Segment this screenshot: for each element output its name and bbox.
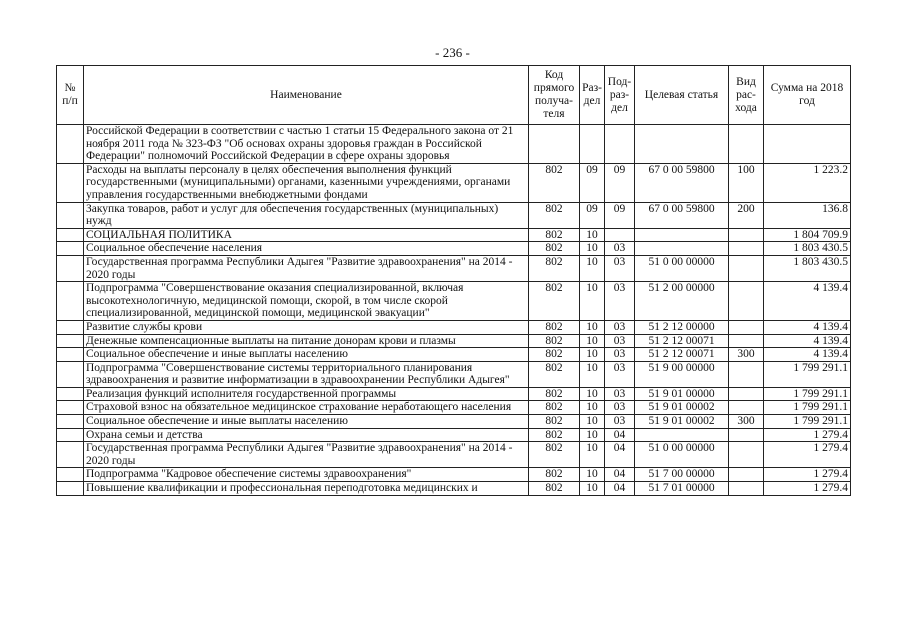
cell-sum: 4 139.4 [764,334,851,348]
cell-expense [729,482,764,496]
cell-section: 10 [580,320,605,334]
cell-name: Подпрограмма "Кадровое обеспечение системы здравоохранения" [84,468,529,482]
cell-subsection [605,125,635,164]
cell-expense [729,334,764,348]
cell-article: 51 2 12 00071 [635,334,729,348]
cell-subsection: 03 [605,242,635,256]
cell-subsection: 09 [605,202,635,228]
cell-section: 10 [580,242,605,256]
table-row [57,255,851,281]
cell-article: 51 9 01 00000 [635,387,729,401]
cell-num [57,228,84,242]
cell-code: 802 [529,387,580,401]
cell-article: 67 0 00 59800 [635,163,729,202]
cell-article: 51 2 00 00000 [635,282,729,321]
header-name: Наименование [84,66,529,125]
cell-sum: 1 279.4 [764,428,851,442]
cell-article: 51 2 12 00071 [635,348,729,362]
table-row [57,401,851,415]
cell-article: 51 9 01 00002 [635,401,729,415]
cell-expense [729,242,764,256]
cell-subsection [605,228,635,242]
cell-section: 10 [580,282,605,321]
cell-num [57,442,84,468]
cell-expense: 100 [729,163,764,202]
cell-name: Страховой взнос на обязательное медицинское страхование неработающего населения [84,401,529,415]
cell-subsection: 04 [605,442,635,468]
cell-subsection: 03 [605,348,635,362]
cell-code: 802 [529,361,580,387]
cell-article: 51 2 12 00000 [635,320,729,334]
cell-sum: 4 139.4 [764,348,851,362]
cell-article: 51 7 00 00000 [635,468,729,482]
budget-table [56,65,851,496]
cell-article: 51 9 00 00000 [635,361,729,387]
table-row [57,348,851,362]
cell-sum: 4 139.4 [764,320,851,334]
cell-section: 10 [580,468,605,482]
cell-num [57,163,84,202]
cell-article: 51 0 00 00000 [635,442,729,468]
header-subsection: Под-раз-дел [605,66,635,125]
cell-name: Российской Федерации в соответствии с частью 1 статьи 15 Федерального закона от 21 ноября 2011 года № 323-ФЗ "Об основах охраны здоровья граждан в Российской Федерации" полномочий Российской Федерации в сфере охраны здоровья [84,125,529,164]
table-body [57,125,851,496]
cell-section: 10 [580,442,605,468]
table-row [57,202,851,228]
cell-subsection: 03 [605,415,635,429]
cell-num [57,415,84,429]
table-row [57,428,851,442]
table-header-row [57,66,851,125]
cell-sum: 1 279.4 [764,468,851,482]
cell-code: 802 [529,415,580,429]
cell-name: Подпрограмма "Совершенствование оказания специализированной, включая высокотехнологичную, медицинской помощи, скорой, в том числе скорой специализированной, медицинской помощи, медицинской эвакуации" [84,282,529,321]
cell-expense [729,468,764,482]
cell-name: Государственная программа Республики Адыгея "Развитие здравоохранения" на 2014 - 2020 годы [84,442,529,468]
cell-section: 10 [580,428,605,442]
cell-name: Охрана семьи и детства [84,428,529,442]
cell-article: 51 0 00 00000 [635,255,729,281]
cell-article [635,428,729,442]
cell-name: Социальное обеспечение населения [84,242,529,256]
cell-expense [729,320,764,334]
cell-num [57,361,84,387]
table-row [57,415,851,429]
cell-code: 802 [529,401,580,415]
cell-sum: 136.8 [764,202,851,228]
table-row [57,282,851,321]
cell-num [57,320,84,334]
cell-code: 802 [529,428,580,442]
cell-subsection: 03 [605,401,635,415]
cell-num [57,255,84,281]
cell-section: 10 [580,387,605,401]
cell-subsection: 03 [605,334,635,348]
table-row [57,387,851,401]
cell-subsection: 04 [605,482,635,496]
cell-name: Реализация функций исполнителя государственной программы [84,387,529,401]
cell-expense [729,282,764,321]
cell-name: СОЦИАЛЬНАЯ ПОЛИТИКА [84,228,529,242]
cell-subsection: 03 [605,387,635,401]
cell-article [635,228,729,242]
cell-sum: 4 139.4 [764,282,851,321]
cell-code [529,125,580,164]
cell-code: 802 [529,320,580,334]
cell-sum: 1 799 291.1 [764,415,851,429]
cell-section: 10 [580,348,605,362]
cell-code: 802 [529,442,580,468]
header-code: Код прямого получа-теля [529,66,580,125]
cell-num [57,428,84,442]
cell-num [57,482,84,496]
cell-num [57,202,84,228]
cell-expense [729,387,764,401]
cell-expense [729,228,764,242]
cell-section: 10 [580,334,605,348]
cell-sum: 1 799 291.1 [764,387,851,401]
cell-article [635,242,729,256]
cell-subsection: 03 [605,282,635,321]
cell-num [57,242,84,256]
table-row [57,361,851,387]
cell-code: 802 [529,255,580,281]
table-row [57,482,851,496]
cell-code: 802 [529,202,580,228]
cell-subsection: 03 [605,255,635,281]
cell-sum: 1 804 709.9 [764,228,851,242]
cell-article: 67 0 00 59800 [635,202,729,228]
cell-section: 10 [580,228,605,242]
page-number: - 236 - [435,45,470,60]
cell-code: 802 [529,348,580,362]
cell-num [57,468,84,482]
cell-num [57,282,84,321]
cell-article [635,125,729,164]
cell-subsection: 03 [605,361,635,387]
cell-expense [729,361,764,387]
cell-code: 802 [529,242,580,256]
cell-expense [729,428,764,442]
cell-name: Денежные компенсационные выплаты на питание донорам крови и плазмы [84,334,529,348]
cell-section: 09 [580,202,605,228]
cell-name: Социальное обеспечение и иные выплаты населению [84,348,529,362]
cell-num [57,125,84,164]
cell-expense: 300 [729,415,764,429]
table-row [57,242,851,256]
cell-section: 10 [580,361,605,387]
cell-section: 10 [580,415,605,429]
cell-num [57,387,84,401]
cell-subsection: 04 [605,428,635,442]
cell-name: Развитие службы крови [84,320,529,334]
table-row [57,442,851,468]
table-row [57,163,851,202]
header-expense: Вид рас-хода [729,66,764,125]
cell-section: 10 [580,482,605,496]
cell-code: 802 [529,228,580,242]
cell-sum: 1 279.4 [764,482,851,496]
cell-section: 10 [580,255,605,281]
cell-sum: 1 279.4 [764,442,851,468]
cell-name: Социальное обеспечение и иные выплаты населению [84,415,529,429]
header-section: Раз-дел [580,66,605,125]
cell-sum: 1 799 291.1 [764,401,851,415]
cell-section [580,125,605,164]
cell-name: Подпрограмма "Совершенствование системы территориального планирования здравоохранения и развитие информатизации в здравоохранении Республики Адыгея" [84,361,529,387]
cell-code: 802 [529,163,580,202]
cell-num [57,401,84,415]
cell-subsection: 09 [605,163,635,202]
table-row [57,320,851,334]
cell-name: Повышение квалификации и профессиональная переподготовка медицинских и [84,482,529,496]
cell-sum: 1 803 430.5 [764,242,851,256]
cell-sum [764,125,851,164]
cell-code: 802 [529,334,580,348]
cell-expense: 300 [729,348,764,362]
cell-num [57,334,84,348]
cell-name: Расходы на выплаты персоналу в целях обеспечения выполнения функций государственными (муниципальными) органами, казенными учреждениями, органами управления государственными внебюджетными фондами [84,163,529,202]
table-row [57,334,851,348]
header-sum: Сумма на 2018 год [764,66,851,125]
cell-name: Государственная программа Республики Адыгея "Развитие здравоохранения" на 2014 - 2020 годы [84,255,529,281]
cell-sum: 1 799 291.1 [764,361,851,387]
cell-expense [729,125,764,164]
header-num: № п/п [57,66,84,125]
cell-expense: 200 [729,202,764,228]
cell-code: 802 [529,282,580,321]
cell-expense [729,255,764,281]
cell-expense [729,401,764,415]
cell-expense [729,442,764,468]
cell-sum: 1 803 430.5 [764,255,851,281]
cell-name: Закупка товаров, работ и услуг для обеспечения государственных (муниципальных) нужд [84,202,529,228]
cell-subsection: 04 [605,468,635,482]
cell-num [57,348,84,362]
table-row [57,125,851,164]
table-row [57,468,851,482]
cell-code: 802 [529,482,580,496]
cell-code: 802 [529,468,580,482]
cell-article: 51 7 01 00000 [635,482,729,496]
table-row [57,228,851,242]
cell-section: 09 [580,163,605,202]
header-article: Целевая статья [635,66,729,125]
cell-article: 51 9 01 00002 [635,415,729,429]
cell-sum: 1 223.2 [764,163,851,202]
cell-subsection: 03 [605,320,635,334]
cell-section: 10 [580,401,605,415]
